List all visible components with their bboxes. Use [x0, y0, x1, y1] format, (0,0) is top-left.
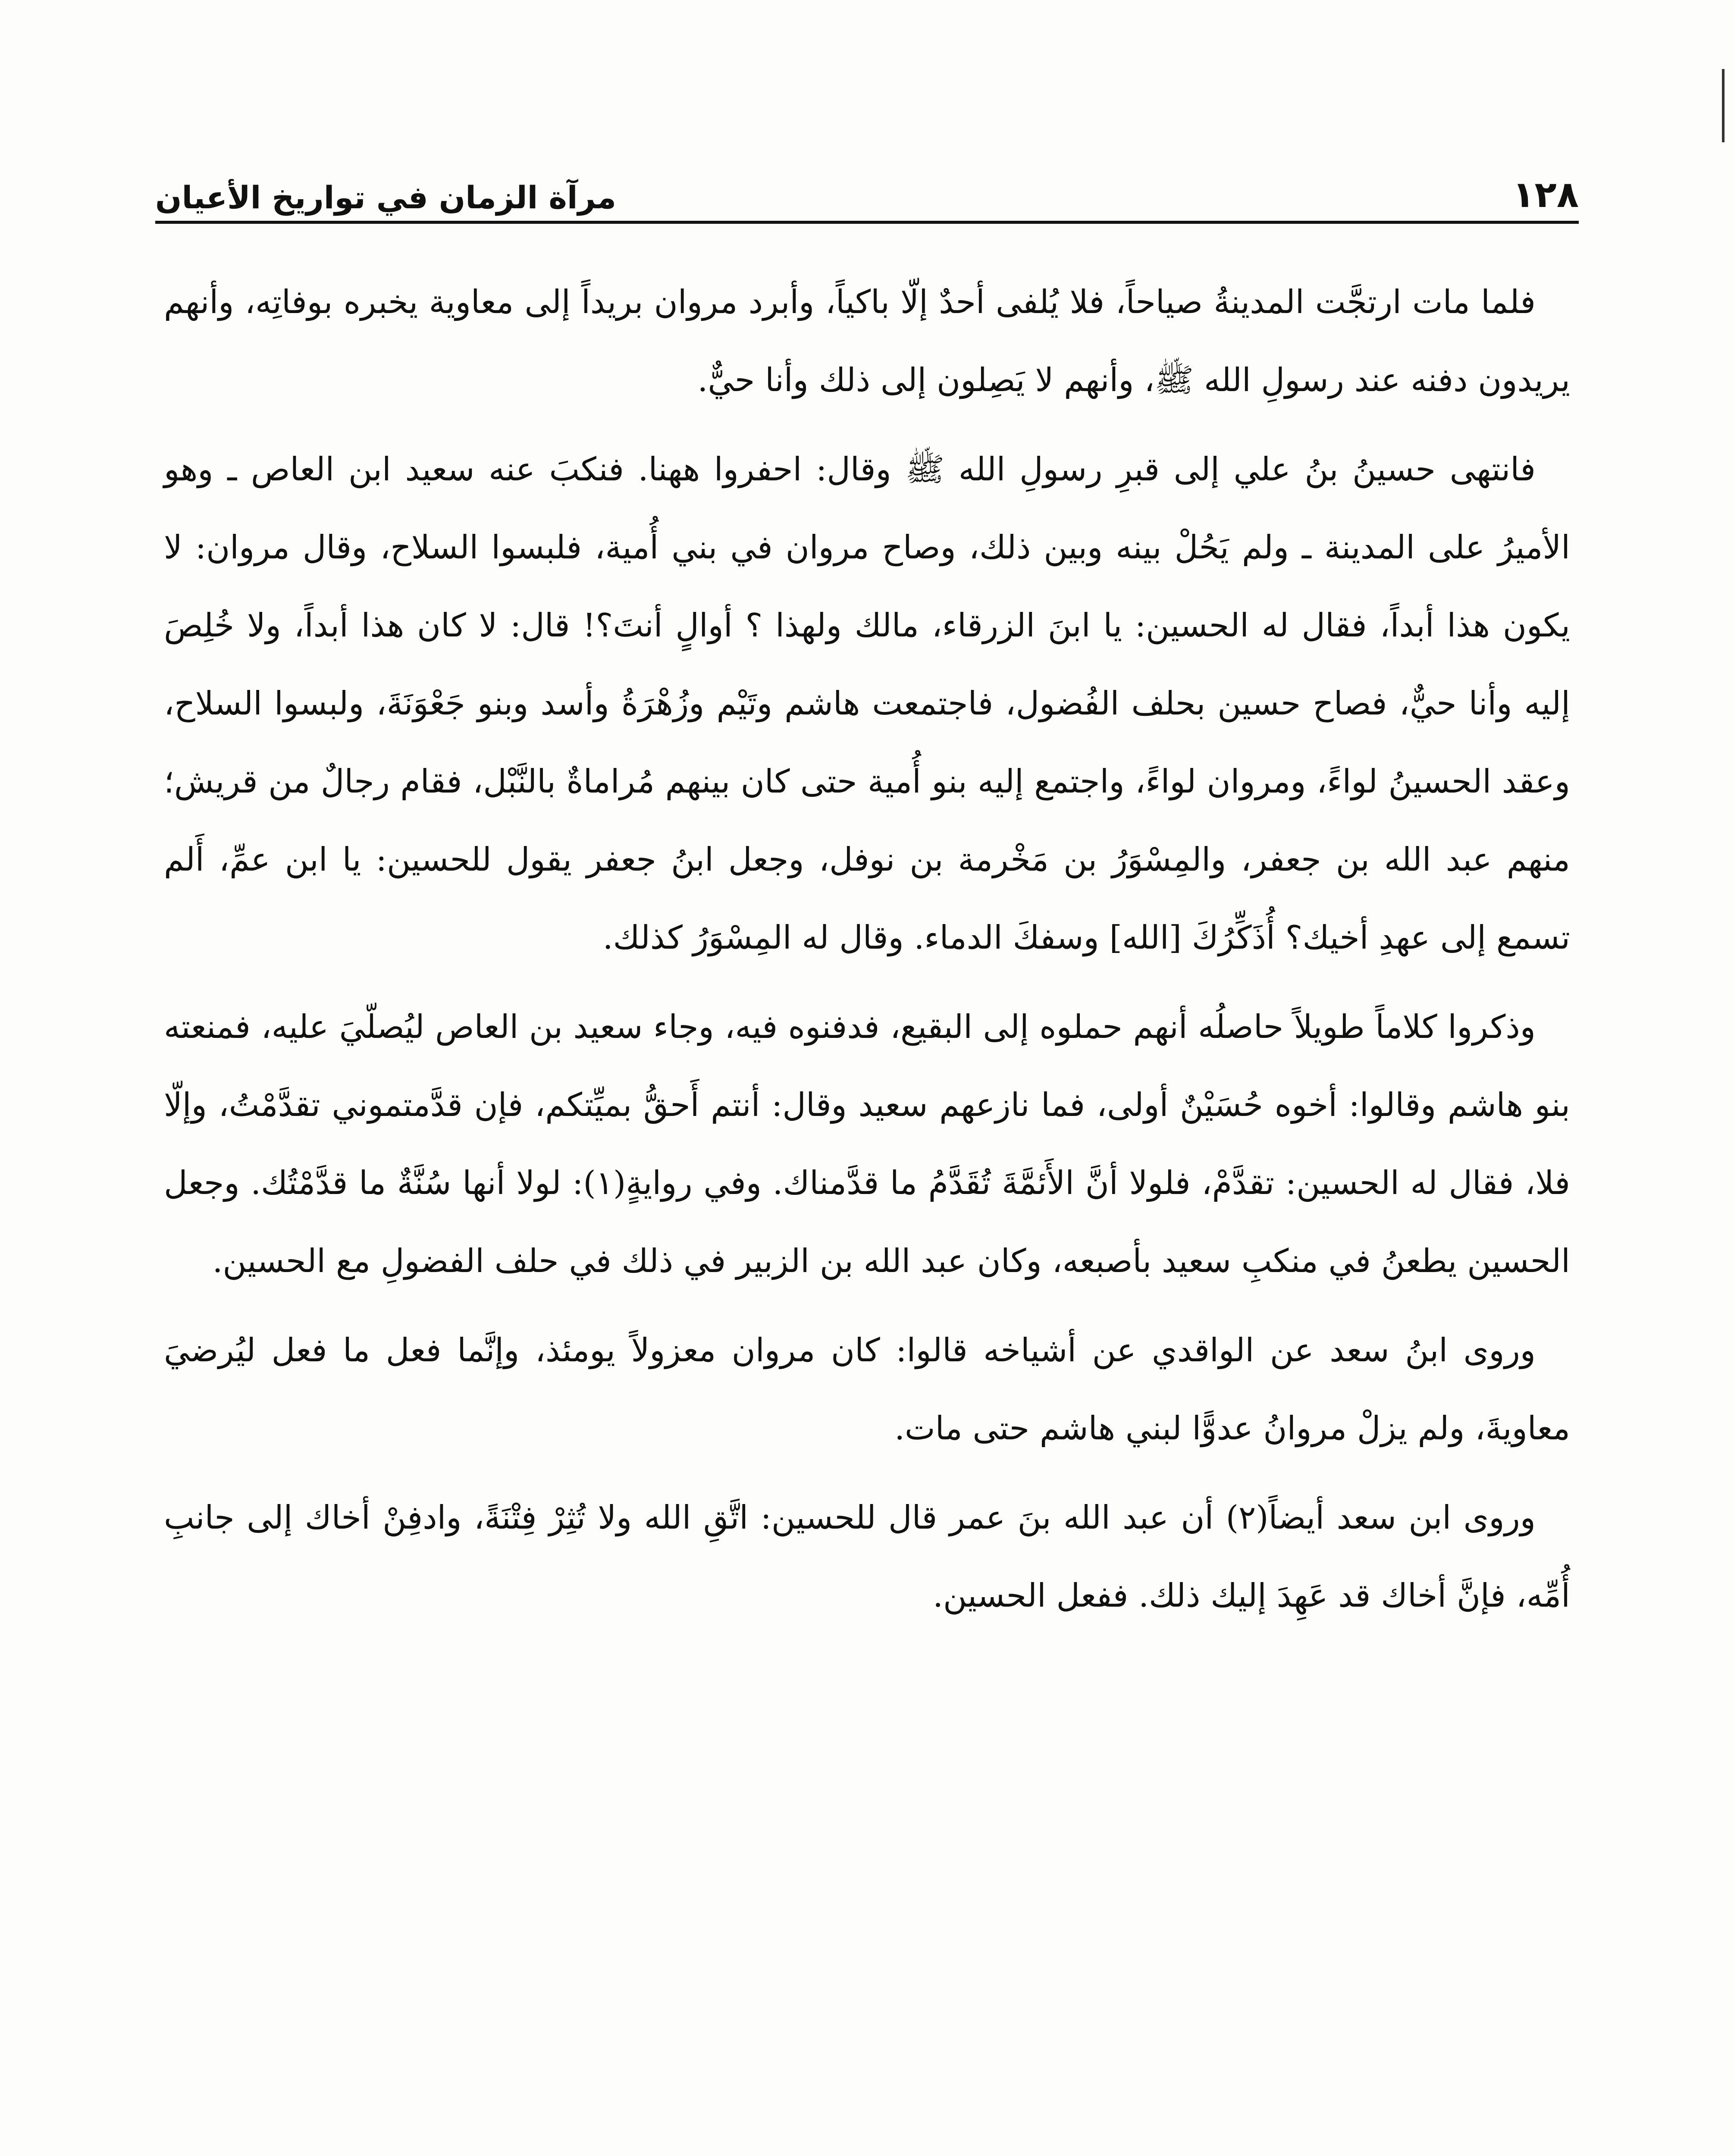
page-header [155, 160, 1579, 216]
paragraph: وروى ابنُ سعد عن الواقدي عن أشياخه قالوا: كان مروان معزولاً يومئذ، وإنَّما فعل ما فعل ليُرضيَ معاويةَ، ولم يزلْ مروانُ عدوًّا لبني هاشم حتى مات. [164, 1331, 1570, 1447]
paragraph: وروى ابن سعد أيضاً(٢) أن عبد الله بنَ عمر قال للحسين: اتَّقِ الله ولا تُثِرْ فِتْنَةً، وادفِنْ أخاك إلى جانبِ أُمِّه، فإنَّ أخاك قد عَهِدَ إليك ذلك. ففعل الحسين. [164, 1498, 1570, 1614]
paragraph: فلما مات ارتجَّت المدينةُ صياحاً، فلا يُلفى أحدٌ إلّا باكياً، وأبرد مروان بريداً إلى معاوية يخبره بوفاتِه، وأنهم يريدون دفنه عند رسولِ الله ﷺ، وأنهم لا يَصِلون إلى ذلك وأنا حيٌّ. [164, 283, 1570, 399]
main-text [164, 263, 1570, 1646]
page-number: ١٢٨ [1512, 173, 1579, 216]
scan-edge-mark [1722, 69, 1725, 142]
paragraph: وذكروا كلاماً طويلاً حاصلُه أنهم حملوه إلى البقيع، فدفنوه فيه، وجاء سعيد بن العاص ليُصلّيَ عليه، فمنعته بنو هاشم وقالوا: أخوه حُسَيْنٌ أولى، فما نازعهم سعيد وقال: أنتم أَحقُّ بميِّتكم، فإن قدَّمتموني تقدَّمْتُ، وإلّا فلا، فقال له الحسين: تقدَّمْ، فلولا أنَّ الأَئمَّةَ تُقَدَّمُ ما قدَّمناك. وفي روايةٍ(١): لولا أنها سُنَّةٌ ما قدَّمْتُك. وجعل الحسين يطعنُ في منكبِ سعيد بأصبعه، وكان عبد الله بن الزبير في ذلك في حلف الفضولِ مع الحسين. [164, 1008, 1571, 1280]
paragraph: فانتهى حسينُ بنُ علي إلى قبرِ رسولِ الله ﷺ وقال: احفروا ههنا. فنكبَ عنه سعيد ابن العاص ـ وهو الأميرُ على المدينة ـ ولم يَحُلْ بينه وبين ذلك، وصاح مروان في بني أُمية، فلبسوا السلاح، وقال مروان: لا يكون هذا أبداً، فقال له الحسين: يا ابنَ الزرقاء، مالك ولهذا ؟ أوالٍ أنتَ؟! قال: لا كان هذا أبداً، ولا خُلِصَ إليه وأنا حيٌّ، فصاح حسين بحلف الفُضول، فاجتمعت هاشم وتَيْم وزُهْرَةُ وأسد وبنو جَعْوَنَةَ، ولبسوا السلاح، وعقد الحسينُ لواءً، ومروان لواءً، واجتمع إليه بنو أُمية حتى كان بينهم مُراماةٌ بالنَّبْل، فقام رجالٌ من قريش؛ منهم عبد الله بن جعفر، والمِسْوَرُ بن مَخْرمة بن نوفل، وجعل ابنُ جعفر يقول للحسين: يا ابن عمِّ، أَلم تسمع إلى عهدِ أخيك؟ أُذَكِّرُكَ [الله] وسفكَ الدماء. وقال له المِسْوَرُ كذلك. [164, 450, 1570, 956]
running-title: مرآة الزمان في تواريخ الأعيان [155, 179, 616, 216]
header-rule [155, 221, 1579, 224]
